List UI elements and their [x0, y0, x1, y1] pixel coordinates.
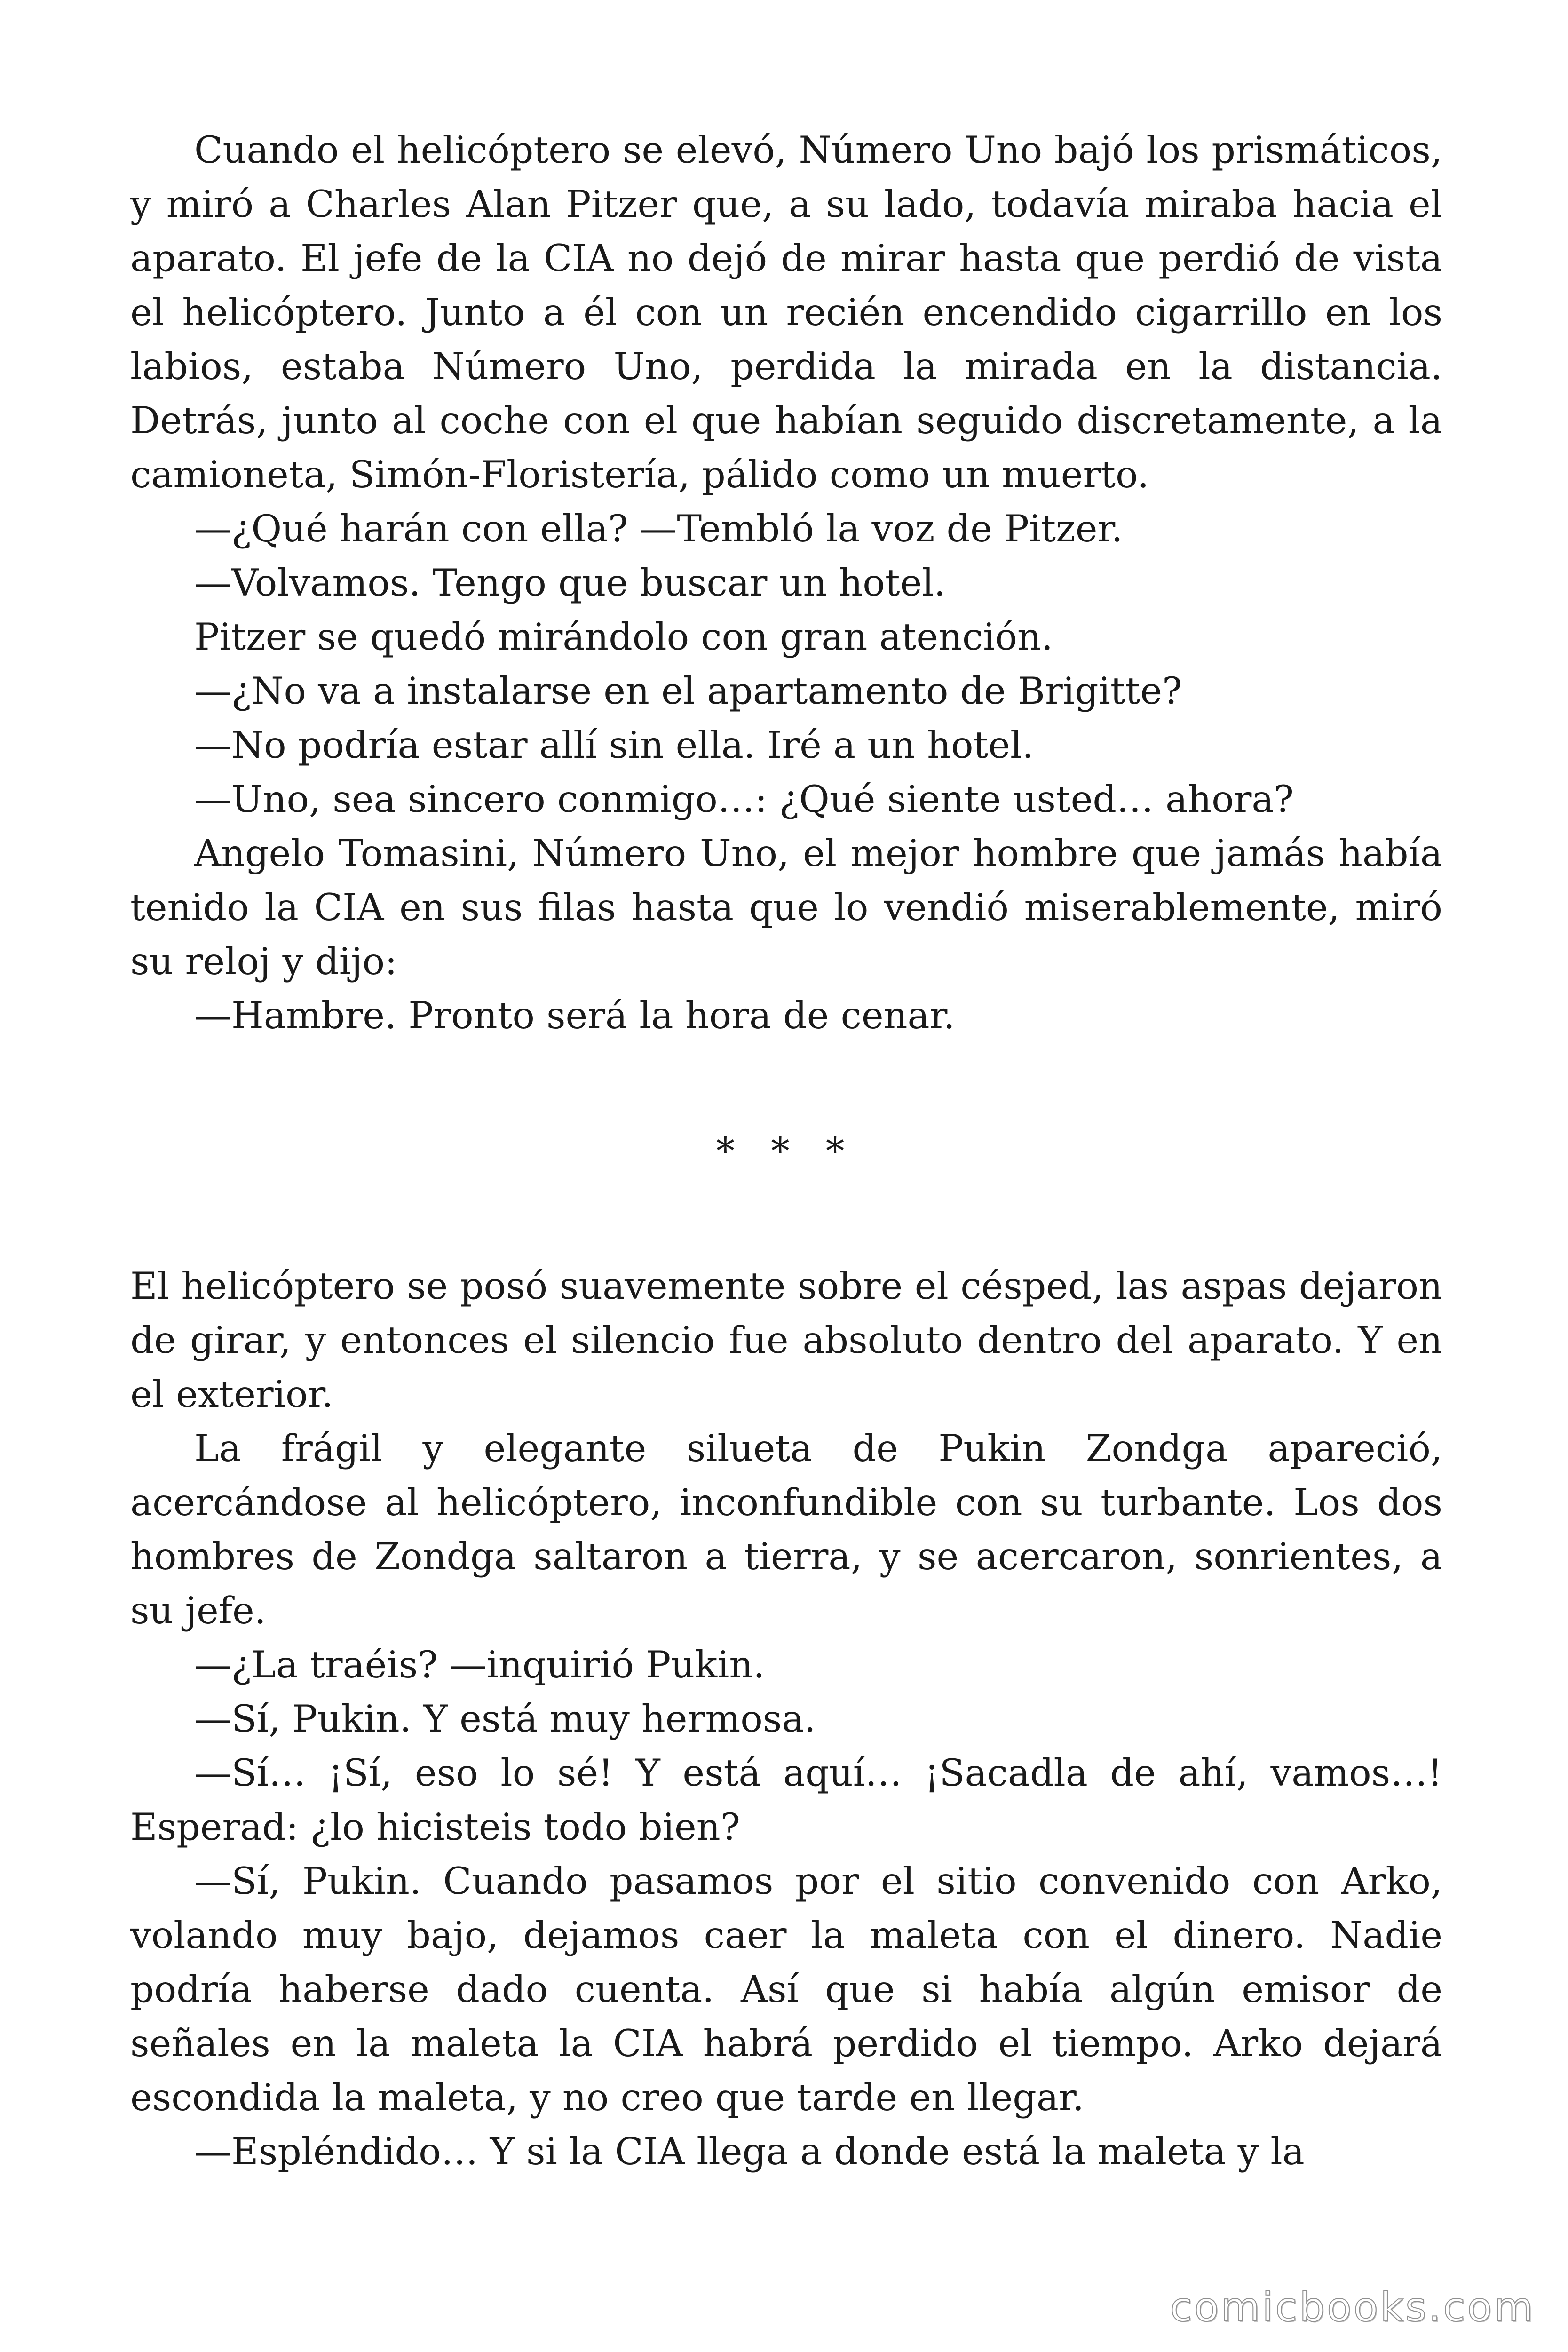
- paragraph: La frágil y elegante silueta de Pukin Zondga apareció, acercándose al helicóptero, inconfundible con su turbante. Los dos hombres de Zondga saltaron a tierra, y se acercaron, sonrientes, a su jefe.: [130, 1427, 1442, 1632]
- dialogue-line: —¿La traéis? —inquirió Pukin.: [194, 1643, 765, 1686]
- dialogue-line: —¿Qué harán con ella? —Tembló la voz de Pitzer.: [194, 507, 1123, 550]
- dialogue-line: —Sí, Pukin. Y está muy hermosa.: [194, 1697, 816, 1740]
- page-text: [130, 123, 1442, 2179]
- dialogue-line: —Volvamos. Tengo que buscar un hotel.: [194, 561, 946, 604]
- paragraph: Pitzer se quedó mirándolo con gran atención.: [194, 615, 1053, 659]
- dialogue-line: —¿No va a instalarse en el apartamento de Brigitte?: [194, 669, 1182, 713]
- dialogue-line: —Hambre. Pronto será la hora de cenar.: [194, 994, 955, 1037]
- paragraph: Cuando el helicóptero se elevó, Número Uno bajó los prismáticos, y miró a Charles Alan Pitzer que, a su lado, todavía miraba hacia el aparato. El jefe de la CIA no dejó de mirar hasta que perdió de vista el helicóptero. Junto a él con un recién encendido cigarrillo en los labios, estaba Número Uno, perdida la mirada en la distancia. Detrás, junto al coche con el que habían seguido discretamente, a la camioneta, Simón-Floristería, pálido como un muerto.: [130, 128, 1442, 496]
- paragraph: El helicóptero se posó suavemente sobre el césped, las aspas dejaron de girar, y entonces el silencio fue absoluto dentro del aparato. Y en el exterior.: [130, 1264, 1442, 1416]
- dialogue-line: —Sí, Pukin. Cuando pasamos por el sitio convenido con Arko, volando muy bajo, dejamos caer la maleta con el dinero. Nadie podría haberse dado cuenta. Así que si había algún emisor de señales en la maleta la CIA habrá perdido el tiempo. Arko dejará escondida la maleta, y no creo que tarde en llegar.: [130, 1859, 1442, 2119]
- dialogue-line: —Uno, sea sincero conmigo…: ¿Qué siente usted… ahora?: [194, 778, 1294, 821]
- dialogue-line: —Espléndido… Y si la CIA llega a donde está la maleta y la: [194, 2130, 1305, 2173]
- dialogue-line: —Sí… ¡Sí, eso lo sé! Y está aquí… ¡Sacadla de ahí, vamos…! Esperad: ¿lo hicisteis todo bien?: [130, 1751, 1442, 1849]
- section-break: * * *: [716, 1129, 857, 1173]
- paragraph: Angelo Tomasini, Número Uno, el mejor hombre que jamás había tenido la CIA en sus filas hasta que lo vendió miserablemente, miró su reloj y dijo:: [130, 832, 1442, 983]
- dialogue-line: —No podría estar allí sin ella. Iré a un hotel.: [194, 723, 1034, 767]
- watermark: comicbooks.com: [1170, 2284, 1535, 2331]
